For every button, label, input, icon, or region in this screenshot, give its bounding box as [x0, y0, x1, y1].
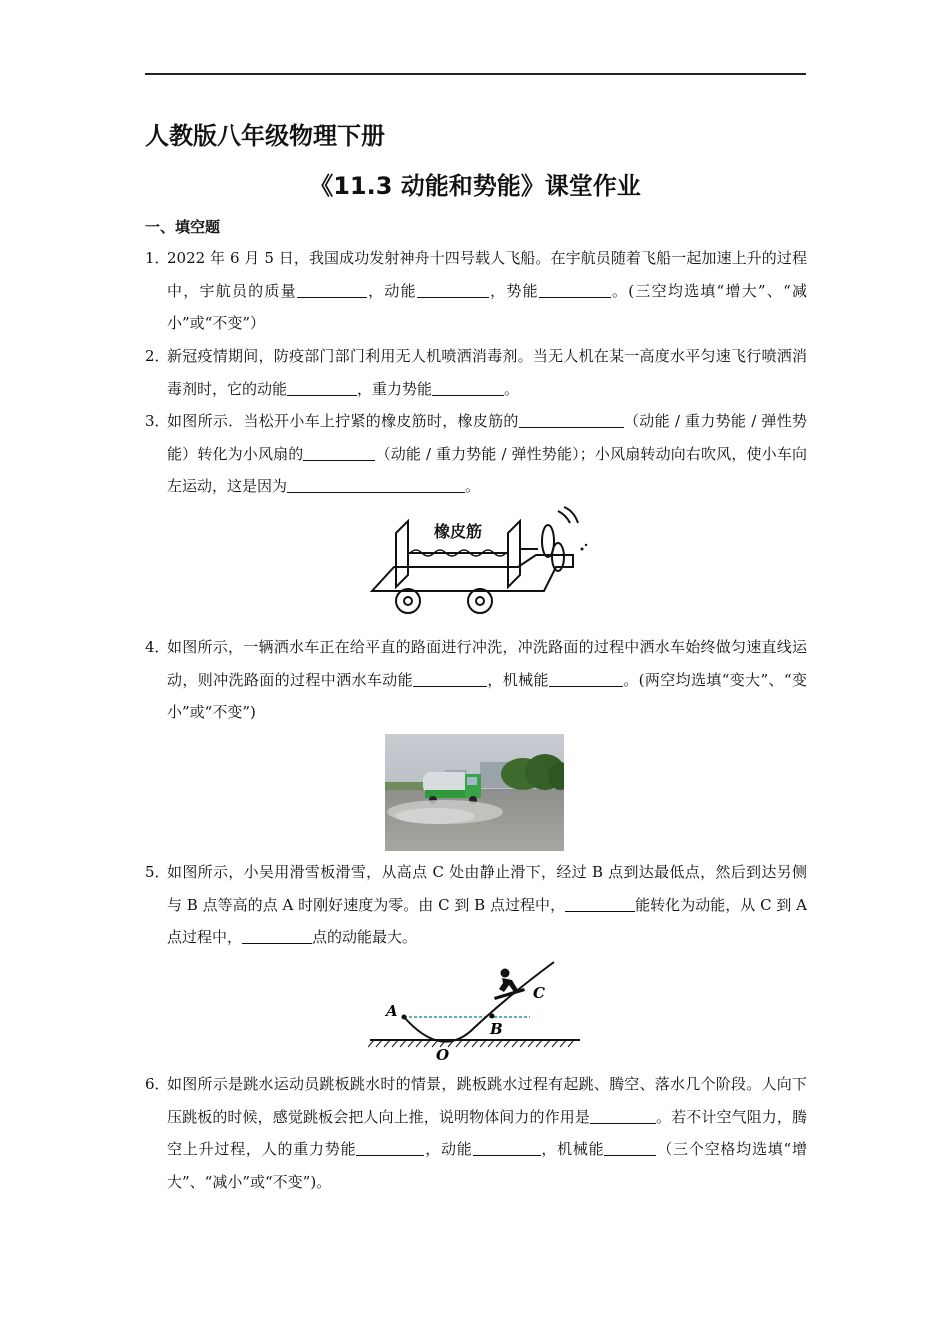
question-text: （动能 / 重力势能 / 弹性势能）；小风扇转动向右吹风，使小车向左运动，这是因为	[167, 444, 807, 495]
question-1	[145, 242, 807, 340]
question-number: 6．	[145, 1075, 170, 1093]
answer-blank[interactable]	[242, 925, 312, 944]
point-b-label: B	[490, 1020, 503, 1038]
question-text: 。	[504, 379, 520, 398]
rubber-band-car-figure	[368, 505, 598, 617]
question-text: 。(三空均选填“增大”、“减小”或“不变”）	[167, 281, 807, 332]
ski-slope-figure	[368, 958, 583, 1064]
answer-blank[interactable]	[417, 279, 489, 298]
question-number: 1．	[145, 249, 170, 267]
question-text: ，机械能	[487, 670, 549, 689]
question-text: 如图所示，一辆洒水车正在给平直的路面进行冲洗，冲洗路面的过程中洒水车始终做匀速直线运动，则冲洗路面的过程中洒水车动能	[167, 638, 807, 689]
question-number: 5．	[145, 863, 170, 881]
sprinkler-truck-photo	[385, 734, 564, 851]
answer-blank[interactable]	[413, 668, 487, 687]
question-text: 能转化为动能，从 C 到 A 点过程中，	[167, 895, 807, 946]
answer-blank[interactable]	[473, 1137, 541, 1156]
answer-blank[interactable]	[297, 279, 367, 298]
answer-blank[interactable]	[287, 377, 357, 396]
question-text: （动能 / 重力势能 / 弹性势能）转化为小风扇的	[167, 412, 807, 463]
document-subtitle: 《11.3 动能和势能》课堂作业	[309, 172, 641, 200]
question-text: ，机械能	[540, 1140, 605, 1158]
question-text: 。(两空均选填“变大”、“变小”或“不变”)	[167, 670, 807, 721]
point-c-label: C	[533, 984, 545, 1002]
answer-blank[interactable]	[549, 668, 623, 687]
point-o-label: O	[436, 1046, 450, 1064]
answer-blank[interactable]	[565, 893, 635, 912]
answer-blank[interactable]	[432, 377, 504, 396]
question-text: 。若不计空气阻力，腾空上升过程，人的重力势能	[167, 1107, 807, 1158]
question-4	[145, 631, 807, 729]
answer-blank[interactable]	[303, 442, 375, 461]
question-text: 如图所示．当松开小车上拧紧的橡皮筋时，橡皮筋的	[167, 412, 519, 430]
answer-blank[interactable]	[287, 474, 465, 493]
question-2	[145, 340, 807, 405]
question-6	[145, 1068, 807, 1198]
question-text: 。	[465, 477, 481, 495]
question-text: ，势能	[488, 281, 539, 300]
question-text: ，重力势能	[357, 379, 433, 398]
question-3	[145, 405, 807, 503]
question-text: 如图所示是跳水运动员跳板跳水时的情景，跳板跳水过程有起跳、腾空、落水几个阶段。人向下压跳板的时候，感觉跳板会把人向上推，说明物体间力的作用是	[167, 1075, 807, 1126]
answer-blank[interactable]	[519, 409, 624, 428]
question-text: （三个空格均选填“增大”、“减小”或“不变”)。	[167, 1140, 807, 1191]
question-number: 2．	[145, 347, 170, 365]
figure-label: 橡皮筋	[433, 522, 483, 541]
question-text: 点的动能最大。	[312, 928, 418, 946]
answer-blank[interactable]	[539, 279, 611, 298]
question-text: 新冠疫情期间，防疫部门部门利用无人机喷洒消毒剂。当无人机在某一高度水平匀速飞行喷洒消毒剂时，它的动能	[167, 347, 807, 398]
point-a-label: A	[386, 1002, 398, 1020]
section-heading: 一、填空题	[145, 218, 221, 236]
question-5	[145, 856, 807, 954]
answer-blank[interactable]	[590, 1105, 656, 1124]
question-text: ，动能	[424, 1140, 473, 1158]
question-text: ，动能	[366, 281, 417, 300]
answer-blank[interactable]	[604, 1137, 656, 1156]
question-number: 4．	[145, 638, 170, 656]
document-title: 人教版八年级物理下册	[145, 122, 385, 150]
answer-blank[interactable]	[356, 1137, 424, 1156]
question-text: 如图所示，小吴用滑雪板滑雪，从高点 C 处由静止滑下，经过 B 点到达最低点，然后到达另侧与 B 点等高的点 A 时刚好速度为零。由 C 到 B 点过程中，	[167, 863, 807, 914]
question-number: 3．	[145, 412, 170, 430]
header-rule	[145, 73, 806, 75]
question-text: 2022 年 6 月 5 日，我国成功发射神舟十四号载人飞船。在宇航员随着飞船一起加速上升的过程中，宇航员的质量	[167, 249, 807, 300]
